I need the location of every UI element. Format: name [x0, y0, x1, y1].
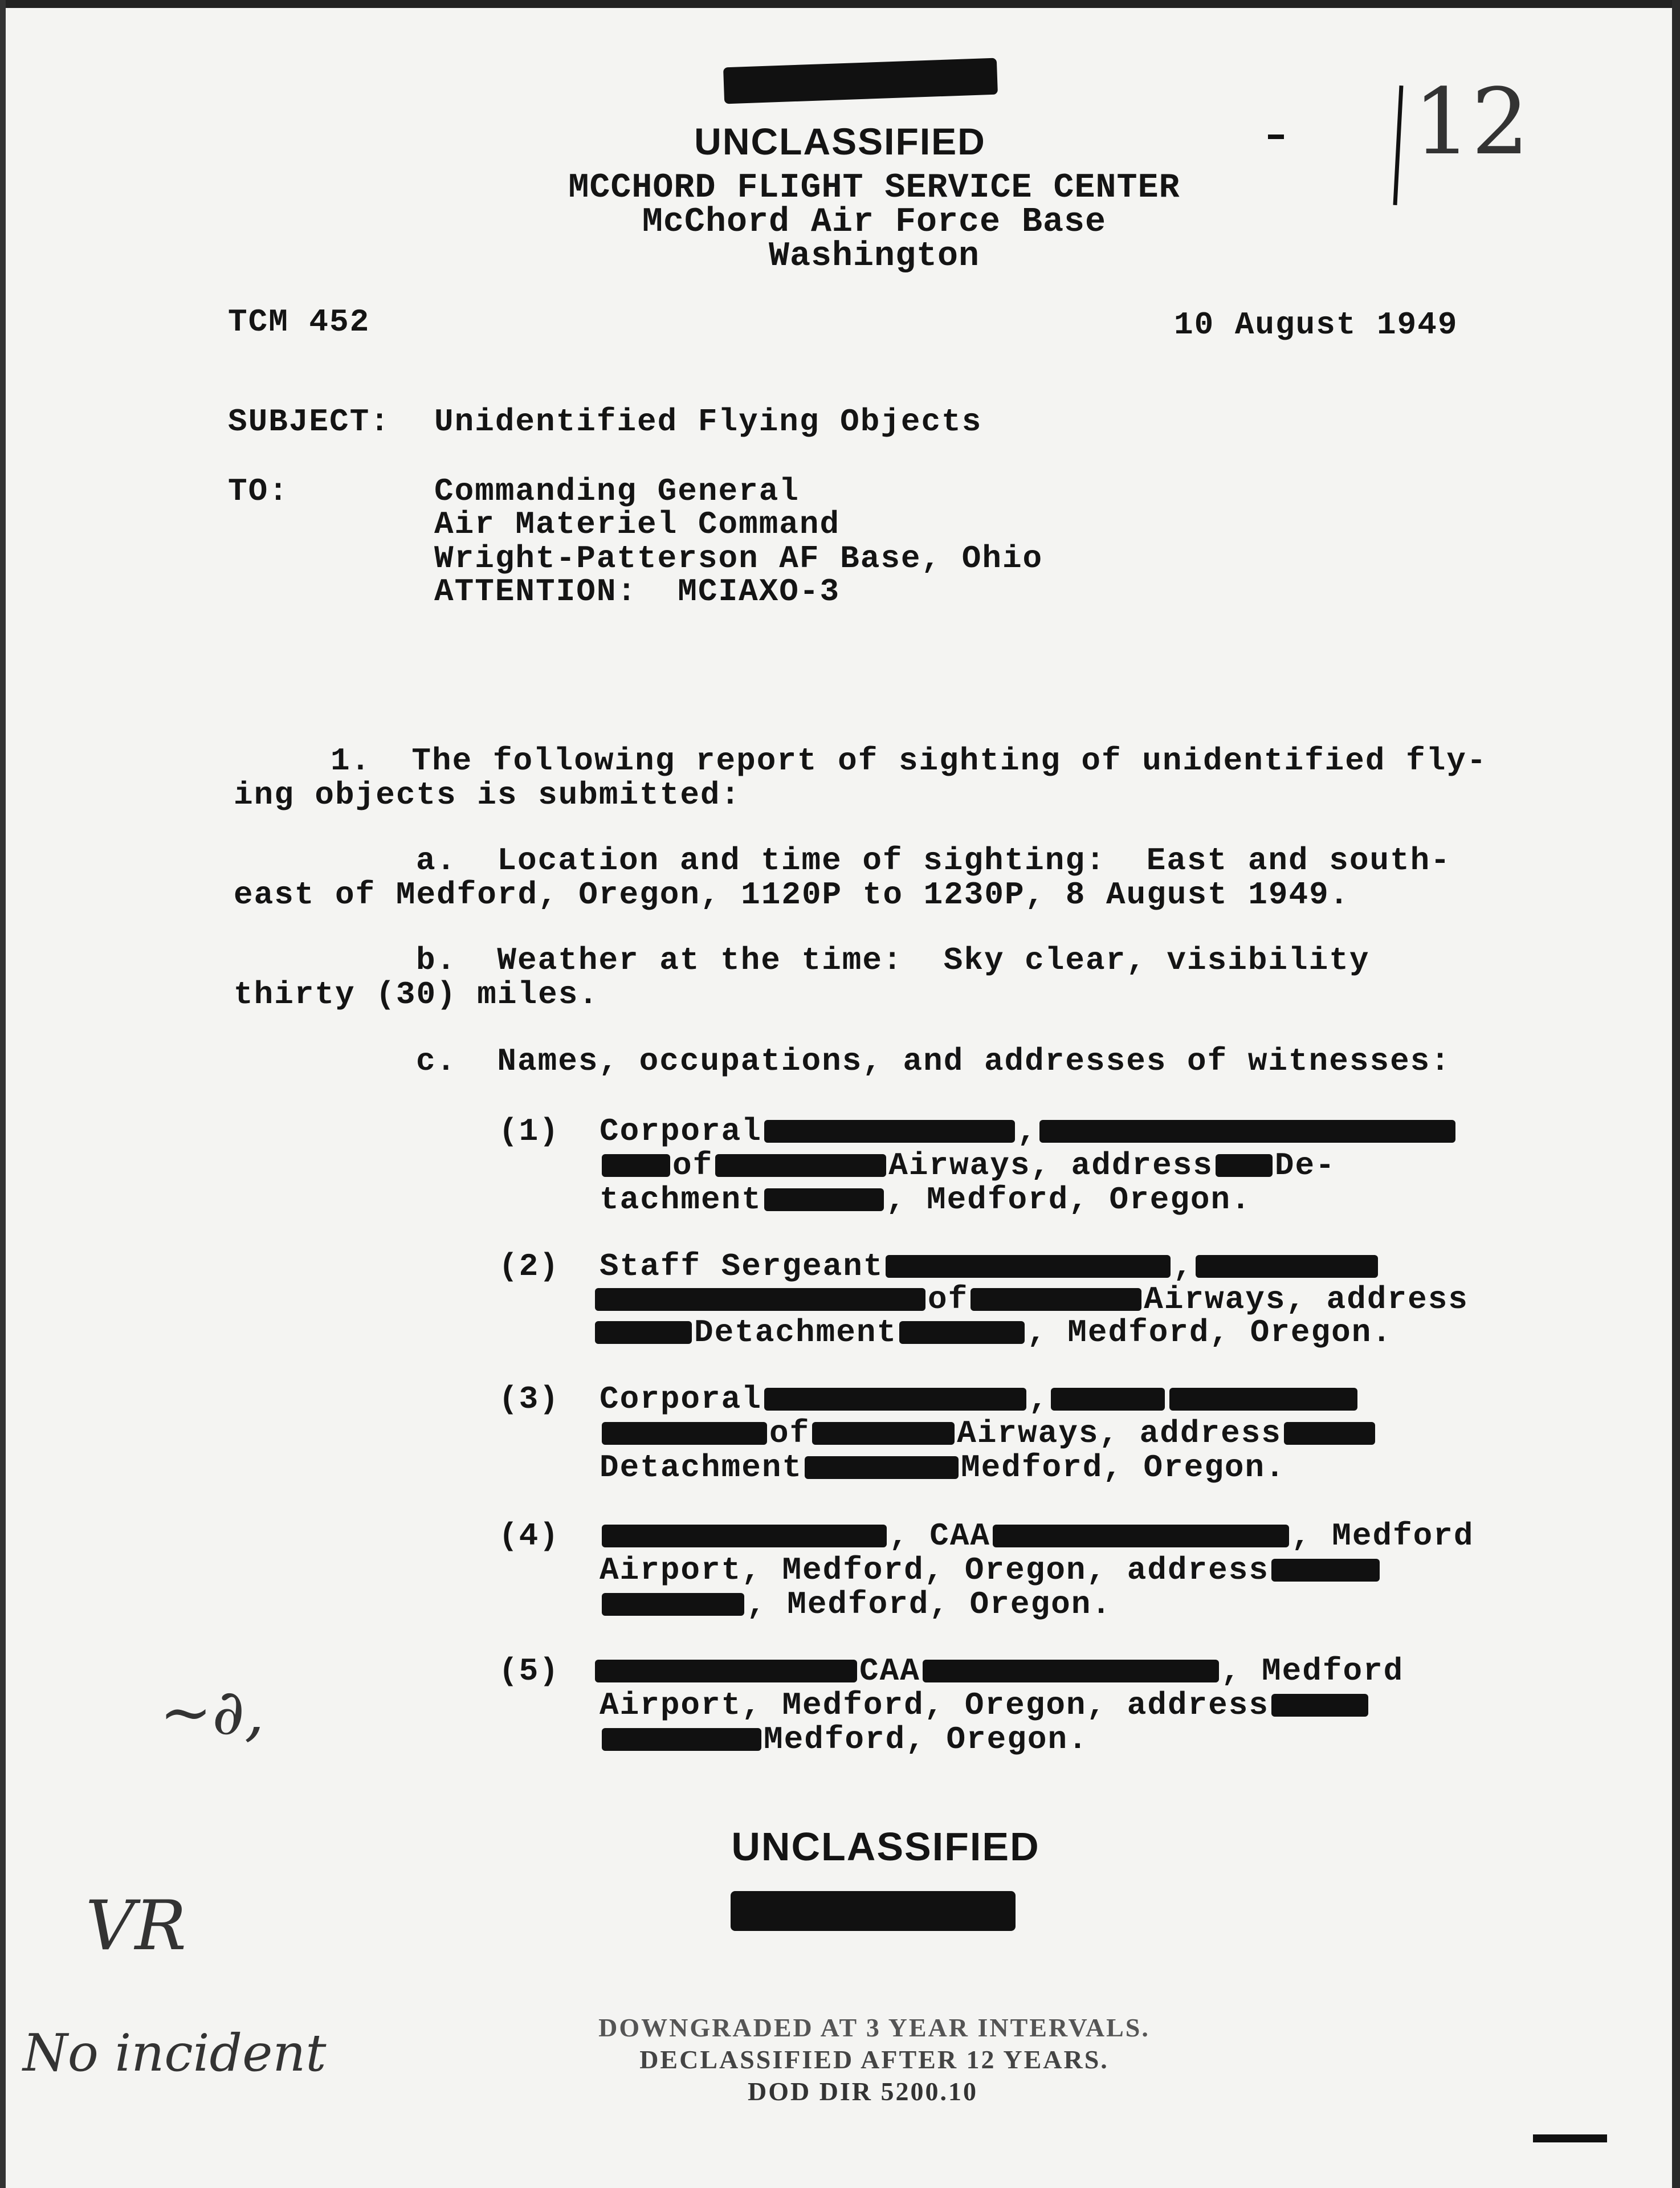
para-b-line-1: b. Weather at the time: Sky clear, visibility — [416, 942, 1370, 979]
redaction-bar — [602, 1154, 670, 1177]
witness-text: Medford, Oregon. — [961, 1449, 1286, 1486]
witness-text: , Medford, Oregon. — [747, 1586, 1112, 1623]
witness-text: , CAA — [889, 1518, 991, 1554]
para-1-line-1: 1. The following report of sighting of unidentified fly- — [331, 743, 1487, 779]
org-name: MCCHORD FLIGHT SERVICE CENTER — [568, 169, 1180, 207]
redaction-bar — [602, 1422, 767, 1445]
witness-line — [600, 1148, 1336, 1183]
witness-text: Detachment — [694, 1314, 898, 1351]
to-line-1: Commanding General — [434, 473, 800, 510]
redaction-bar — [812, 1422, 955, 1445]
redacted-bottom-stamp — [731, 1891, 1016, 1931]
witness-line — [600, 1519, 1474, 1553]
witness-text: tachment — [600, 1181, 762, 1218]
corner-mark — [1533, 2134, 1607, 2142]
witness-line — [600, 1688, 1371, 1722]
scan-edge-top — [0, 0, 1680, 8]
redaction-bar — [764, 1388, 1026, 1411]
witness-text: Corporal — [600, 1381, 762, 1417]
org-base: McChord Air Force Base — [642, 203, 1107, 242]
witness-text: Airways, address — [1144, 1281, 1469, 1318]
para-1-line-2: ing objects is submitted: — [234, 777, 741, 813]
para-b-line-2: thirty (30) miles. — [234, 976, 599, 1013]
subject-value: Unidentified Flying Objects — [434, 404, 982, 440]
witness-text: Airways, address — [888, 1147, 1213, 1184]
witness-line — [600, 1722, 1088, 1757]
para-c-line-1: c. Names, occupations, and addresses of witnesses: — [416, 1043, 1451, 1079]
to-label: TO: — [228, 473, 289, 510]
witness-line — [593, 1315, 1392, 1350]
witness-text: Airport, Medford, Oregon, address — [600, 1687, 1269, 1723]
witness-text: , — [1028, 1381, 1049, 1417]
redaction-bar — [923, 1660, 1219, 1682]
witness-line — [593, 1282, 1469, 1317]
redaction-bar — [602, 1525, 887, 1547]
witness-line — [600, 1114, 1458, 1148]
witness-text: , — [1017, 1113, 1038, 1150]
witness-line — [600, 1587, 1112, 1621]
witness-text: of — [672, 1147, 713, 1184]
redaction-bar — [595, 1321, 692, 1344]
witness-number: (5) — [499, 1653, 560, 1689]
redaction-bar — [899, 1321, 1025, 1344]
para-a-line-2: east of Medford, Oregon, 1120P to 1230P, 8 August 1949. — [234, 877, 1350, 913]
redaction-bar — [764, 1188, 884, 1211]
witness-line — [600, 1183, 1251, 1217]
subject-label: SUBJECT: — [228, 404, 390, 440]
redaction-bar — [886, 1255, 1171, 1278]
witness-text: , — [1173, 1248, 1194, 1285]
dash-mark — [1268, 135, 1284, 139]
redaction-bar — [1271, 1694, 1368, 1717]
redaction-bar — [1284, 1422, 1375, 1445]
witness-number: (4) — [499, 1518, 560, 1554]
witness-text: , Medford, Oregon. — [1027, 1314, 1392, 1351]
handwritten-note: No incident — [23, 2023, 327, 2083]
redaction-bar — [1216, 1154, 1273, 1177]
redaction-bar — [971, 1288, 1141, 1311]
redaction-bar — [1051, 1388, 1165, 1411]
bottom-classification-stamp: UNCLASSIFIED — [731, 1824, 1040, 1869]
handwritten-page-number: 12 — [1413, 68, 1530, 175]
file-number: TCM 452 — [228, 304, 370, 340]
to-line-4: ATTENTION: MCIAXO-3 — [434, 573, 841, 610]
witness-text: , Medford — [1221, 1653, 1404, 1689]
witness-text: De- — [1274, 1147, 1336, 1184]
witness-text: Medford, Oregon. — [764, 1721, 1088, 1758]
downgrade-notice-2: DECLASSIFIED AFTER 12 YEARS. — [639, 2045, 1109, 2074]
redaction-bar — [602, 1728, 761, 1751]
redaction-bar — [1196, 1255, 1378, 1278]
witness-text: Corporal — [600, 1113, 762, 1150]
redaction-bar — [602, 1593, 744, 1616]
witness-text: Detachment — [600, 1449, 803, 1486]
witness-number: (2) — [499, 1248, 560, 1285]
para-a-line-1: a. Location and time of sighting: East and south- — [416, 842, 1451, 879]
redaction-bar — [805, 1456, 959, 1479]
redaction-bar — [1169, 1388, 1357, 1411]
witness-text: Airport, Medford, Oregon, address — [600, 1552, 1269, 1588]
witness-line — [600, 1553, 1382, 1587]
downgrade-notice-3: DOD DIR 5200.10 — [747, 2077, 978, 2106]
redaction-bar — [595, 1660, 857, 1682]
handwritten-margin-mark: ~∂, — [160, 1676, 265, 1749]
letter-date: 10 August 1949 — [1174, 307, 1458, 343]
top-classification-stamp: UNCLASSIFIED — [694, 120, 986, 162]
witness-number: (3) — [499, 1381, 560, 1417]
witness-text: , Medford, Oregon. — [886, 1181, 1251, 1218]
witness-text: Staff Sergeant — [600, 1248, 884, 1285]
redaction-bar — [764, 1120, 1015, 1143]
redaction-bar — [1271, 1559, 1380, 1582]
redaction-bar — [1039, 1120, 1455, 1143]
witness-text: of — [769, 1415, 810, 1452]
witness-text: , Medford — [1291, 1518, 1474, 1554]
witness-line — [600, 1450, 1286, 1485]
witness-text: Airways, address — [957, 1415, 1282, 1452]
witness-line — [600, 1382, 1360, 1416]
scan-edge-left — [0, 0, 6, 2188]
org-state: Washington — [768, 237, 980, 276]
to-line-3: Wright-Patterson AF Base, Ohio — [434, 540, 1043, 577]
witness-line — [600, 1249, 1380, 1284]
redacted-top-stamp — [723, 58, 998, 104]
witness-line — [600, 1416, 1377, 1450]
redaction-bar — [993, 1525, 1289, 1547]
downgrade-notice-1: DOWNGRADED AT 3 YEAR INTERVALS. — [598, 2013, 1150, 2042]
witness-text: of — [928, 1281, 969, 1318]
handwritten-initials: VR — [85, 1887, 187, 1966]
witness-number: (1) — [499, 1113, 560, 1150]
witness-text: CAA — [859, 1653, 920, 1689]
witness-line — [593, 1654, 1404, 1688]
redaction-bar — [595, 1288, 925, 1311]
to-line-2: Air Materiel Command — [434, 506, 841, 543]
redaction-bar — [715, 1154, 886, 1177]
